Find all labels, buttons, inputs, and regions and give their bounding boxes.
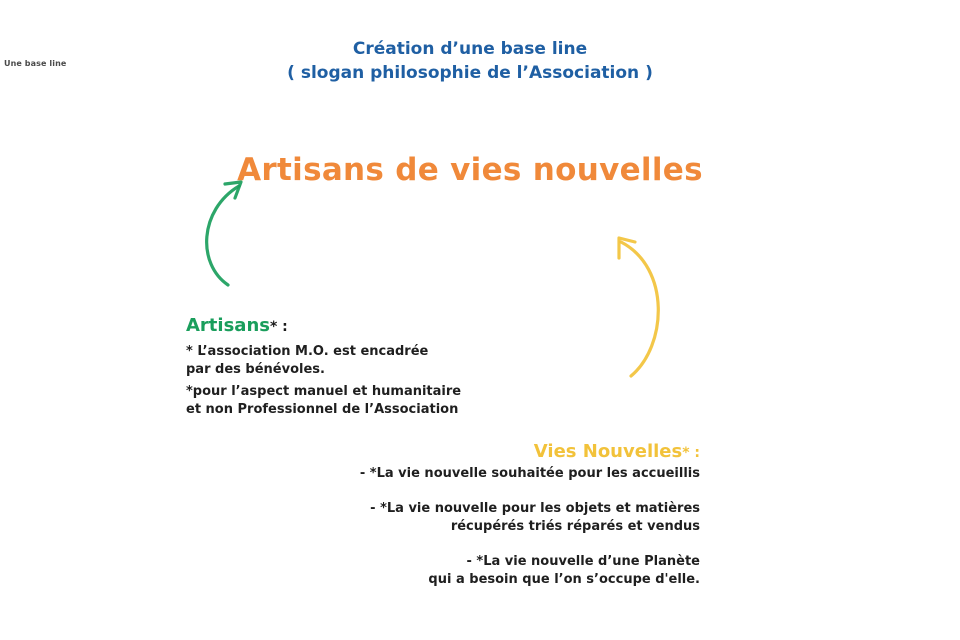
vies-item-3 [340, 553, 700, 589]
yellow-curved-arrow-icon [605, 228, 675, 384]
artisans-para2-line2: et non Professionnel de l’Association [186, 402, 459, 417]
artisans-section [186, 314, 486, 419]
artisans-paragraph-2 [186, 383, 486, 419]
vies-heading-text: Vies Nouvelles [533, 441, 683, 462]
artisans-heading [186, 314, 486, 339]
header-line-1: Création d’une base line [352, 39, 588, 59]
artisans-heading-suffix: * : [269, 319, 288, 335]
main-title: Artisans de vies nouvelles [237, 152, 703, 188]
artisans-para1-line2: par des bénévoles. [186, 362, 325, 377]
vies-heading [340, 440, 700, 465]
artisans-para1-line1: * L’association M.O. est encadrée [186, 344, 429, 359]
header-line-2: ( slogan philosophie de l’Association ) [287, 63, 653, 83]
vies-item3-line2: qui a besoin que l’on s’occupe d'elle. [428, 572, 700, 587]
vies-item3-line1: - *La vie nouvelle d’une Planète [466, 554, 700, 569]
vies-heading-suffix: * : [682, 445, 700, 461]
side-label: Une base line [4, 59, 67, 68]
vies-item-2 [340, 500, 700, 536]
vies-item-1 [340, 465, 700, 483]
artisans-para2-line1: *pour l’aspect manuel et humanitaire [186, 384, 462, 399]
vies-item1-line1: - *La vie nouvelle souhaitée pour les accueillis [359, 466, 700, 481]
green-curved-arrow-icon [195, 172, 255, 294]
page-header [220, 37, 720, 85]
vies-item2-line2: récupérés triés réparés et vendus [450, 519, 700, 534]
artisans-paragraph-1 [186, 343, 486, 379]
vies-nouvelles-section [340, 440, 700, 589]
artisans-heading-text: Artisans [186, 315, 270, 336]
vies-item2-line1: - *La vie nouvelle pour les objets et matières [370, 501, 700, 516]
